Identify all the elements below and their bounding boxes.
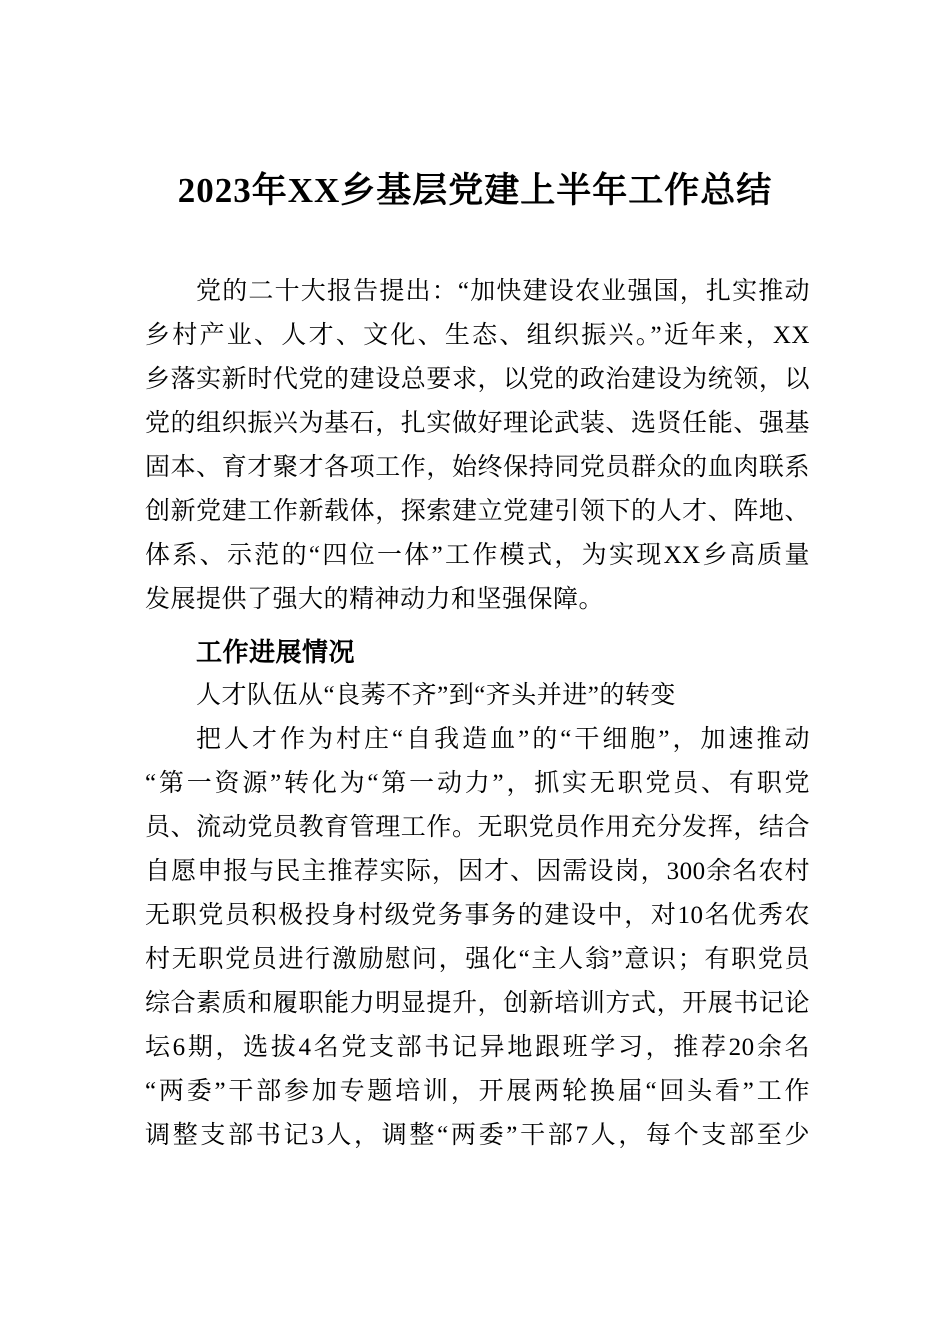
text-line: 无职党员积极投身村级党务事务的建设中，对10名优秀农 [145, 902, 810, 929]
document-body [145, 270, 810, 1158]
text-line: 创新党建工作新载体，探索建立党建引领下的人才、阵地、 [145, 498, 810, 525]
document-title: 2023年XX乡基层党建上半年工作总结 [177, 171, 773, 210]
text-line: 把人才作为村庄“自我造血”的“干细胞”，加速推动 [196, 726, 810, 753]
sub-heading: 人才队伍从“良莠不齐”到“齐头并进”的转变 [196, 682, 676, 709]
text-line: 村无职党员进行激励慰问，强化“主人翁”意识；有职党员 [145, 946, 810, 973]
text-line: 乡落实新时代党的建设总要求，以党的政治建设为统领，以 [145, 366, 810, 393]
text-line: 坛6期，选拔4名党支部书记异地跟班学习，推荐20余名 [145, 1034, 810, 1061]
text-line: 员、流动党员教育管理工作。无职党员作用充分发挥，结合 [145, 814, 810, 841]
text-line: “两委”干部参加专题培训，开展两轮换届“回头看”工作 [145, 1078, 810, 1105]
text-line: “第一资源”转化为“第一动力”，抓实无职党员、有职党 [145, 770, 810, 797]
text-line: 固本、育才聚才各项工作，始终保持同党员群众的血肉联系 [145, 454, 810, 481]
section-heading: 工作进展情况 [196, 637, 356, 667]
text-line: 乡村产业、人才、文化、生态、组织振兴。”近年来，XX [145, 322, 810, 349]
text-line: 调整支部书记3人，调整“两委”干部7人，每个支部至少 [145, 1122, 810, 1149]
text-line: 发展提供了强大的精神动力和坚强保障。 [145, 586, 605, 613]
text-line: 党的二十大报告提出：“加快建设农业强国，扎实推动 [196, 278, 810, 305]
text-line: 体系、示范的“四位一体”工作模式，为实现XX乡高质量 [145, 542, 810, 569]
text-line: 自愿申报与民主推荐实际，因才、因需设岗，300余名农村 [145, 858, 810, 885]
text-line: 党的组织振兴为基石，扎实做好理论武装、选贤任能、强基 [145, 410, 810, 437]
text-line: 综合素质和履职能力明显提升，创新培训方式，开展书记论 [145, 990, 810, 1017]
